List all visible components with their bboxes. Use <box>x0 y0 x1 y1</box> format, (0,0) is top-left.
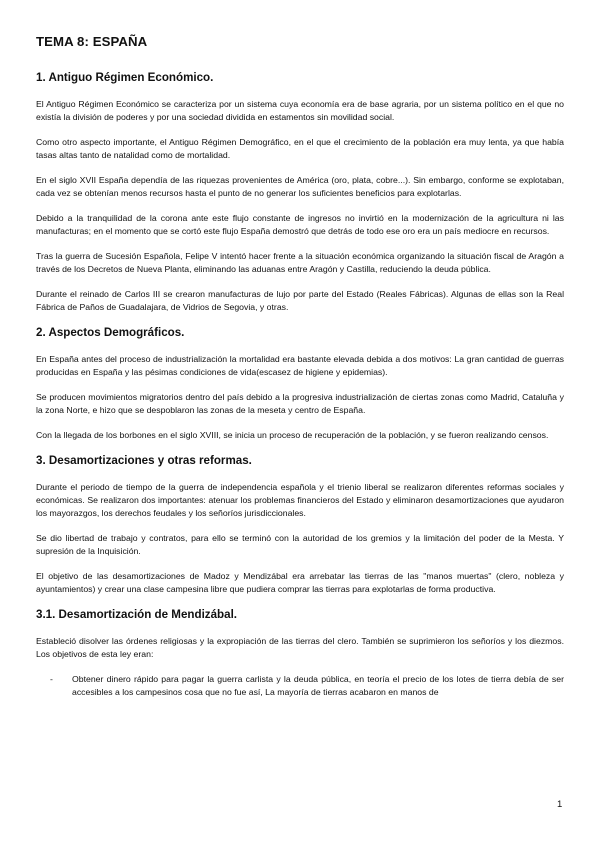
section-heading: 3.1. Desamortización de Mendizábal. <box>36 608 238 621</box>
paragraph: En el siglo XVII España dependía de las riquezas provenientes de América (oro, plata, cobre...). Sin embargo, conforme se explotaban, cada vez se obtenían menos recursos hasta el punto de no generar los suficientes beneficios para explotarlas. <box>36 175 564 198</box>
paragraph: Se producen movimientos migratorios dentro del país debido a la progresiva industrialización de ciertas zonas como Madrid, Cataluña y la zona Norte, e hizo que se despoblaron las zonas de la meseta y centro de España. <box>36 392 564 415</box>
paragraph: El objetivo de las desamortizaciones de Madoz y Mendizábal era arrebatar las tierras de las "manos muertas" (clero, nobleza y ayuntamientos) y crear una clase campesina libre que pudiera comprar las tierras para explotarlas de forma productiva. <box>36 571 564 594</box>
paragraph: Con la llegada de los borbones en el siglo XVIII, se inicia un proceso de recuperación de la población, y se fueron realizando censos. <box>36 430 549 440</box>
paragraph: Durante el reinado de Carlos III se crearon manufacturas de lujo por parte del Estado (Reales Fábricas). Algunas de ellas son la Real Fábrica de Paños de Guadalajara, de Vidrios de Segovia, y otras. <box>36 289 564 312</box>
list-item-text: Obtener dinero rápido para pagar la guerra carlista y la deuda pública, en teoría el precio de los lotes de tierra debía de ser accesibles a los campesinos cosa que no fue así, La mayoría de tierras acabaron en manos de <box>72 674 564 697</box>
paragraph: Estableció disolver las órdenes religiosas y la expropiación de las tierras del clero. También se suprimieron los señoríos y los diezmos. Los objetivos de esta ley eran: <box>36 636 564 659</box>
section-heading: 1. Antiguo Régimen Económico. <box>36 71 214 84</box>
paragraph: Debido a la tranquilidad de la corona ante este flujo constante de ingresos no invirtió en la modernización de la agricultura ni las manufacturas; en el momento que se cortó este flujo España demostró que detrás de todo ese oro era un país mediocre en recursos. <box>36 213 564 236</box>
document-title: TEMA 8: ESPAÑA <box>36 34 148 49</box>
document-page <box>36 34 564 699</box>
section-heading: 2. Aspectos Demográficos. <box>36 326 185 339</box>
bullet-list <box>36 673 564 699</box>
paragraph: Tras la guerra de Sucesión Española, Felipe V intentó hacer frente a la situación económica organizando la situación fiscal de Aragón a través de los Decretos de Nueva Planta, eliminando las aduanas entre Aragón y Castilla, reduciendo la deuda pública. <box>36 251 564 274</box>
section-demographics <box>36 326 564 442</box>
section-heading: 3. Desamortizaciones y otras reformas. <box>36 454 252 467</box>
paragraph: Durante el periodo de tiempo de la guerra de independencia española y el trienio liberal se realizaron diferentes reformas sociales y económicas. Se realizaron dos importantes: atenuar los problemas financieros del Estado y eliminaron desamortizaciones que ayudaron los mayorazgos, los derechos feudales y los señoríos jurisdiccionales. <box>36 482 564 518</box>
section-mendizabal <box>36 608 564 699</box>
section-desamortizaciones <box>36 454 564 596</box>
page-number: 1 <box>557 799 563 810</box>
list-item <box>36 673 564 699</box>
paragraph: Como otro aspecto importante, el Antiguo Régimen Demográfico, en el que el crecimiento de la población era muy lenta, ya que había tasas altas tanto de natalidad como de mortalidad. <box>36 137 564 160</box>
bullet-marker: - <box>50 674 53 684</box>
paragraph: Se dio libertad de trabajo y contratos, para ello se terminó con la autoridad de los gremios y la limitación del poder de la Mesta. Y supresión de la Inquisición. <box>36 533 564 556</box>
paragraph: El Antiguo Régimen Económico se caracteriza por un sistema cuya economía era de base agraria, por un sistema político en el que no existía la división de poderes y por una sociedad dividida en estamentos sin movilidad social. <box>36 99 564 122</box>
section-economic <box>36 71 564 314</box>
paragraph: En España antes del proceso de industrialización la mortalidad era bastante elevada debida a dos motivos: La gran cantidad de guerras producidas en España y las pésimas condiciones de vida(escasez de higiene y epidemias). <box>36 354 564 377</box>
